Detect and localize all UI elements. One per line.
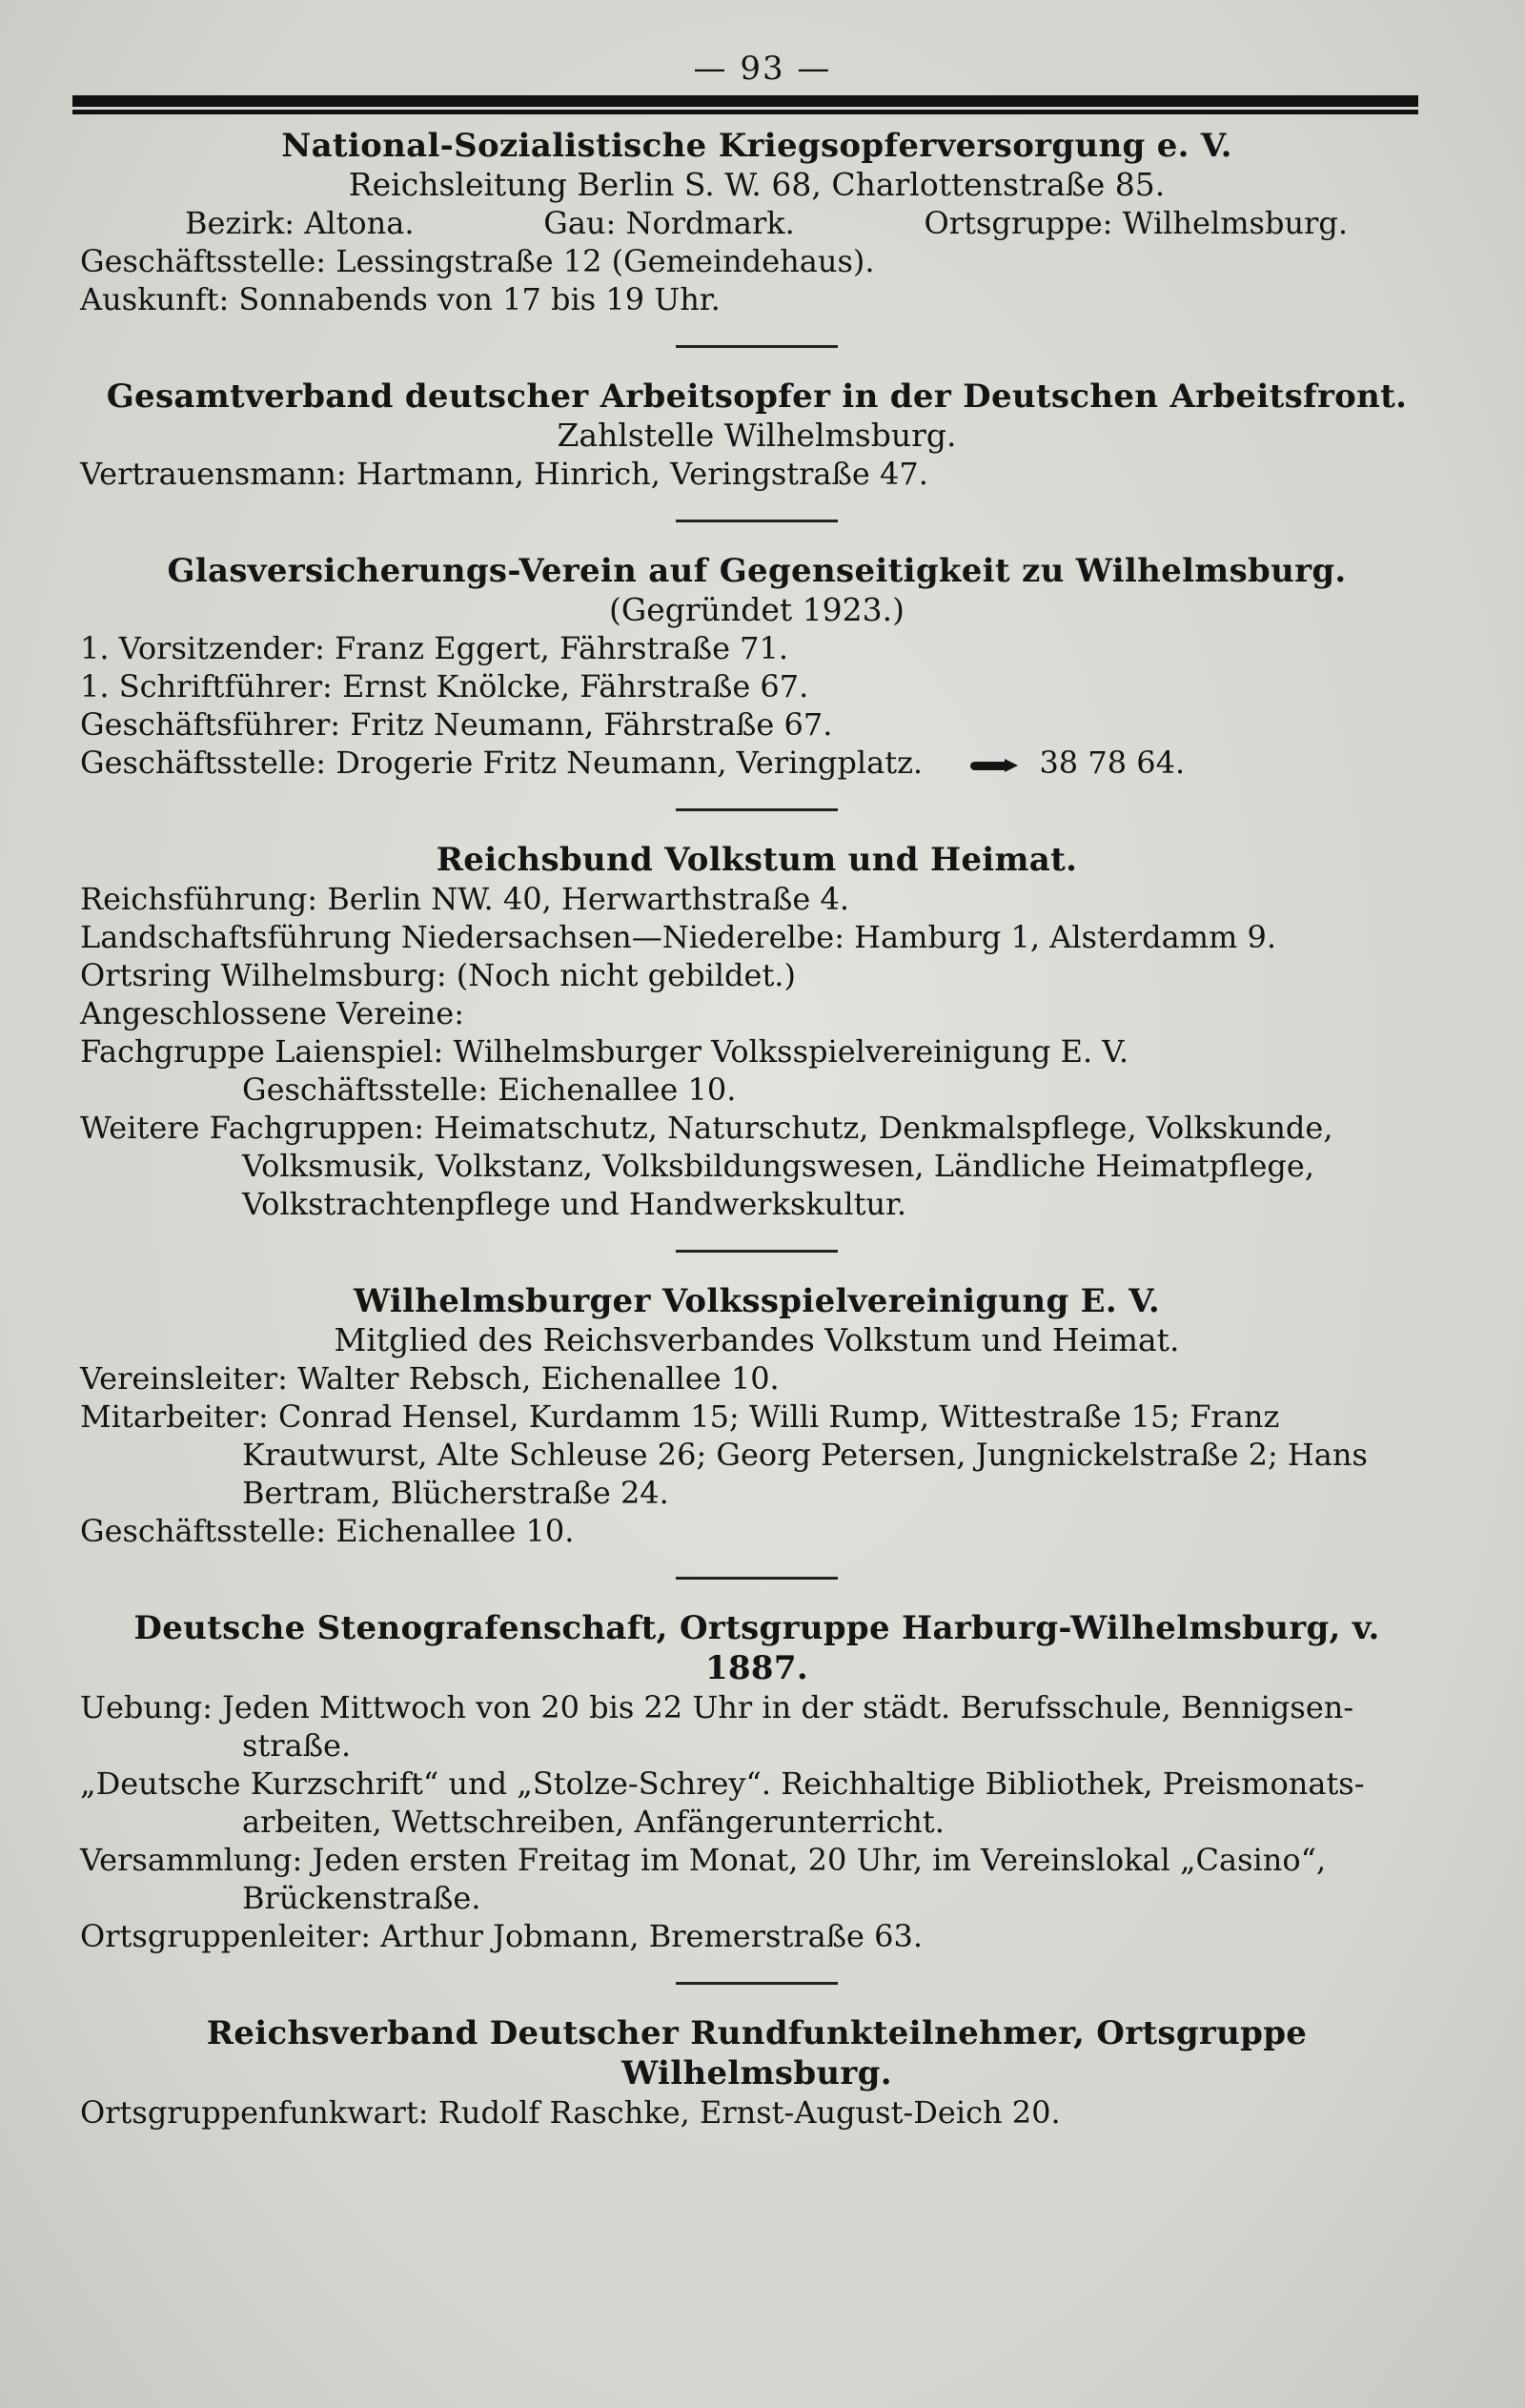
section-divider <box>676 1577 838 1580</box>
section-title: Deutsche Stenografenschaft, Ortsgruppe Harburg-Wilhelmsburg, v. 1887. <box>133 1609 1380 1687</box>
section-title: Glasversicherungs-Verein auf Gegenseitigkeit zu Wilhelmsburg. <box>167 552 1347 590</box>
section-title: Reichsverband Deutscher Rundfunkteilnehmer, Ortsgruppe Wilhelmsburg. <box>206 2014 1308 2092</box>
entry-line: Vertrauensmann: Hartmann, Hinrich, Veringstraße 47. <box>80 456 928 492</box>
entry-line: Mitarbeiter: Conrad Hensel, Kurdamm 15; Willi Rump, Wittestraße 15; Franz <box>80 1398 1280 1435</box>
region-line <box>80 204 1434 242</box>
entry-line: Reichsführung: Berlin NW. 40, Herwarthstraße 4. <box>80 881 849 917</box>
entry-line <box>80 1109 1434 1147</box>
weitere-label: Weitere <box>80 1110 200 1146</box>
header-rule <box>72 95 1418 110</box>
entry-line: Versammlung: Jeden ersten Freitag im Monat, 20 Uhr, im Vereinslokal „Casino“, <box>80 1842 1327 1878</box>
weitere-text: Fachgruppen: Heimatschutz, Naturschutz, Denkmalspflege, Volkskunde, <box>209 1110 1333 1146</box>
section-volkstum-heimat <box>80 840 1434 1223</box>
entry-line: 1. Vorsitzender: Franz Eggert, Fährstraße 71. <box>80 630 789 666</box>
gau: Gau: Nordmark. <box>543 205 795 241</box>
page-number: — 93 — <box>693 50 832 88</box>
entry-line-continuation: Volksmusik, Volkstanz, Volksbildungswesen, Ländliche Heimatpflege, Volkstrachtenpflege und Handwerkskultur. <box>242 1148 1314 1222</box>
entry-line-continuation: straße. <box>242 1727 352 1764</box>
office-address: Geschäftsstelle: Drogerie Fritz Neumann, Veringplatz. <box>80 745 924 781</box>
section-subtitle: Mitglied des Reichsverbandes Volkstum und Heimat. <box>334 1321 1180 1358</box>
entry-line-continuation: arbeiten, Wettschreiben, Anfängerunterricht. <box>242 1804 945 1840</box>
bezirk: Bezirk: Altona. <box>185 205 415 241</box>
section-divider <box>676 808 838 811</box>
page-content <box>80 126 1434 2132</box>
section-kriegsopferversorgung <box>80 126 1434 318</box>
ortsgruppe: Ortsgruppe: Wilhelmsburg. <box>924 205 1348 241</box>
section-subtitle: (Gegründet 1923.) <box>609 591 905 628</box>
section-title: Gesamtverband deutscher Arbeitsopfer in der Deutschen Arbeitsfront. <box>106 378 1408 416</box>
section-rundfunkteilnehmer <box>80 2013 1434 2132</box>
entry-line: Landschaftsführung Niedersachsen—Niederelbe: Hamburg 1, Alsterdamm 9. <box>80 919 1277 955</box>
section-stenografenschaft <box>80 1608 1434 1955</box>
entry-line: Ortsring Wilhelmsburg: (Noch nicht gebildet.) <box>80 957 796 993</box>
entry-line: Angeschlossene Vereine: <box>80 995 464 1031</box>
entry-line: Vereinsleiter: Walter Rebsch, Eichenallee 10. <box>80 1360 780 1397</box>
section-title: National-Sozialistische Kriegsopferversorgung e. V. <box>281 127 1232 165</box>
telephone-icon <box>970 758 1018 773</box>
section-subtitle: Zahlstelle Wilhelmsburg. <box>557 417 957 454</box>
section-arbeitsopfer <box>80 377 1434 493</box>
entry-line: Uebung: Jeden Mittwoch von 20 bis 22 Uhr in der städt. Berufsschule, Bennigsen- <box>80 1689 1354 1725</box>
section-volksspielvereinigung <box>80 1281 1434 1550</box>
office-line <box>80 744 1434 782</box>
section-divider <box>676 1250 838 1253</box>
entry-line: Geschäftsstelle: Lessingstraße 12 (Gemeindehaus). <box>80 243 875 279</box>
entry-line: „Deutsche Kurzschrift“ und „Stolze-Schrey“. Reichhaltige Bibliothek, Preismonats- <box>80 1765 1365 1802</box>
entry-line: Geschäftsstelle: Eichenallee 10. <box>242 1071 737 1108</box>
section-divider <box>676 1982 838 1985</box>
section-title: Reichsbund Volkstum und Heimat. <box>436 841 1078 879</box>
entry-line: Auskunft: Sonnabends von 17 bis 19 Uhr. <box>80 281 721 317</box>
entry-line: Geschäftsführer: Fritz Neumann, Fährstraße 67. <box>80 706 833 743</box>
section-subtitle: Reichsleitung Berlin S. W. 68, Charlottenstraße 85. <box>348 166 1166 203</box>
entry-line: Fachgruppe Laienspiel: Wilhelmsburger Volksspielvereinigung E. V. <box>80 1033 1128 1070</box>
entry-line-continuation: Brückenstraße. <box>242 1880 481 1916</box>
entry-line: Geschäftsstelle: Eichenallee 10. <box>80 1513 575 1549</box>
section-title: Wilhelmsburger Volksspielvereinigung E. V. <box>353 1282 1161 1320</box>
section-glasversicherung <box>80 551 1434 782</box>
entry-line: Ortsgruppenfunkwart: Rudolf Raschke, Ernst-August-Deich 20. <box>80 2094 1061 2131</box>
entry-line: Ortsgruppenleiter: Arthur Jobmann, Bremerstraße 63. <box>80 1918 924 1954</box>
entry-line: 1. Schriftführer: Ernst Knölcke, Fährstraße 67. <box>80 668 809 704</box>
section-divider <box>676 520 838 522</box>
entry-line-continuation: Krautwurst, Alte Schleuse 26; Georg Petersen, Jungnickelstraße 2; Hans Bertram, Blücherstraße 24. <box>242 1437 1368 1511</box>
phone-number: 38 78 64. <box>1039 745 1186 781</box>
section-divider <box>676 345 838 348</box>
